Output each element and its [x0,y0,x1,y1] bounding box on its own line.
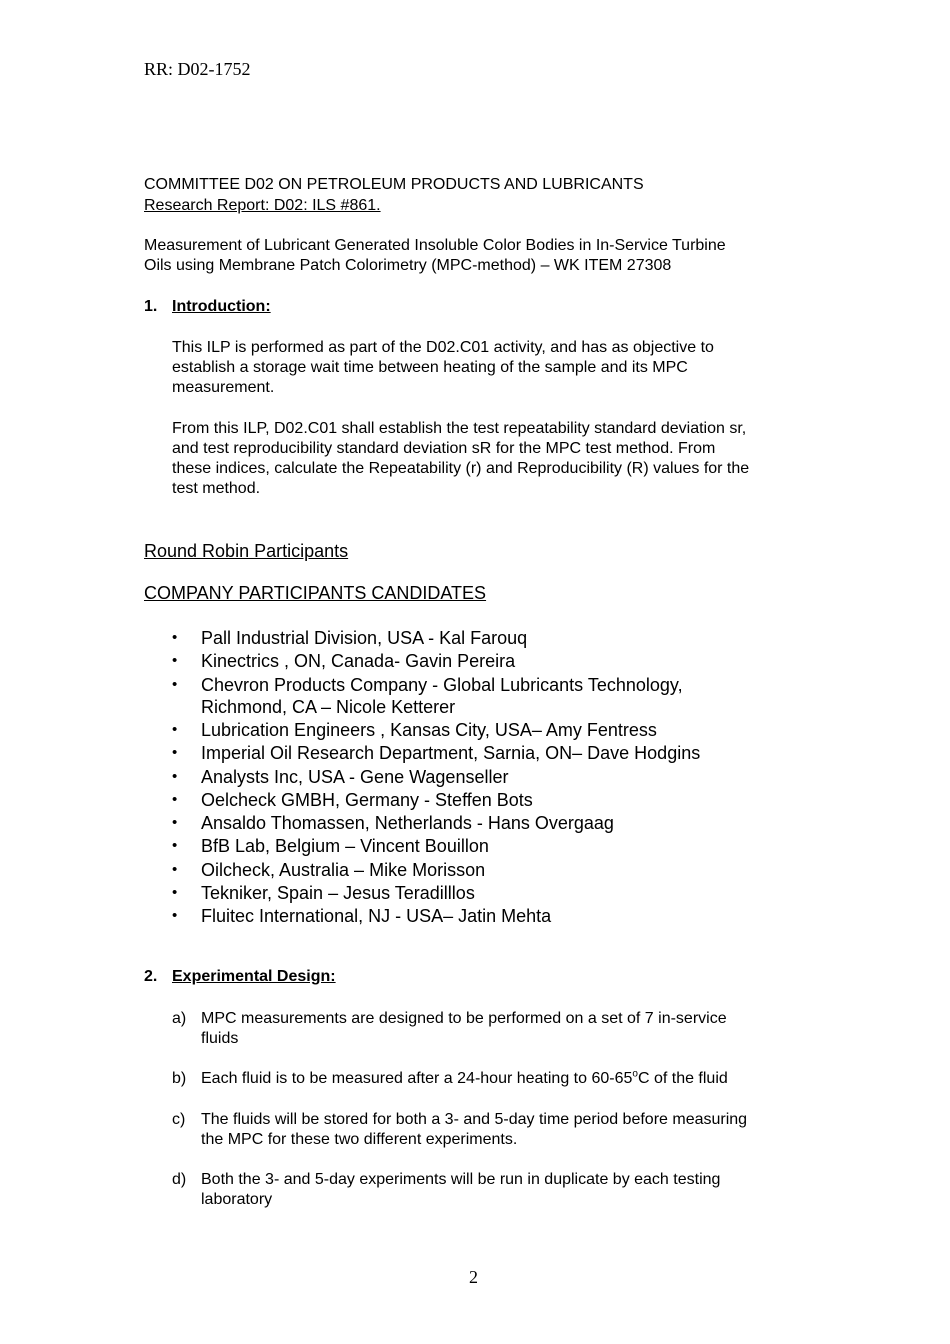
report-reference: RR: D02-1752 [144,59,251,79]
participant-text: BfB Lab, Belgium – Vincent Bouillon [201,836,489,856]
bullet: • [172,884,178,901]
intro-paragraph-line: and test reproducibility standard deviation sR for the MPC test method. From [172,440,716,457]
participant-text: Oelcheck GMBH, Germany - Steffen Bots [201,790,533,810]
bullet: • [172,861,178,878]
participant-text: Fluitec International, NJ - USA– Jatin Mehta [201,906,552,926]
document-title-line: Measurement of Lubricant Generated Insoluble Color Bodies in In-Service Turbine [144,237,726,254]
item-text [201,1069,728,1089]
intro-paragraph-line: these indices, calculate the Repeatability (r) and Reproducibility (R) values for the [172,460,750,477]
participant-text: Pall Industrial Division, USA - Kal Farouq [201,628,528,648]
intro-paragraph-line: test method. [172,480,261,497]
bullet: • [172,791,178,808]
bullet: • [172,652,178,669]
item-label: c) [172,1111,186,1128]
page-number: 2 [469,1267,478,1287]
participant-text: Analysts Inc, USA - Gene Wagenseller [201,767,509,787]
intro-paragraph-line: establish a storage wait time between heating of the sample and its MPC [172,359,688,376]
section-heading-introduction: Introduction: [172,298,271,315]
item-text: The fluids will be stored for both a 3- and 5-day time period before measuring [201,1111,748,1128]
item-text-continued: the MPC for these two different experiments. [201,1131,518,1148]
item-text: MPC measurements are designed to be performed on a set of 7 in-service [201,1010,727,1027]
section-number: 2. [144,968,158,985]
item-label: a) [172,1010,187,1027]
participant-text: Lubrication Engineers , Kansas City, USA– Amy Fentress [201,720,657,740]
item-text: Both the 3- and 5-day experiments will be run in duplicate by each testing [201,1171,721,1188]
participant-text: Ansaldo Thomassen, Netherlands - Hans Overgaag [201,813,614,833]
participant-text: Chevron Products Company - Global Lubricants Technology, [201,675,683,695]
item-text-continued: fluids [201,1030,239,1047]
company-participants-heading: COMPANY PARTICIPANTS CANDIDATES [144,583,487,603]
research-report-title: Research Report: D02: ILS #861. [144,197,381,214]
document-title-line: Oils using Membrane Patch Colorimetry (MPC-method) – WK ITEM 27308 [144,257,672,274]
bullet: • [172,676,178,693]
intro-paragraph-line: measurement. [172,379,275,396]
bullet: • [172,768,178,785]
section-number: 1. [144,298,158,315]
round-robin-heading: Round Robin Participants [144,541,349,561]
section-heading-experimental-design: Experimental Design: [172,968,336,985]
bullet: • [172,837,178,854]
committee-title: COMMITTEE D02 ON PETROLEUM PRODUCTS AND LUBRICANTS [144,176,644,193]
bullet: • [172,814,178,831]
item-text-part: Each fluid is to be measured after a 24-hour heating to 60-65 [201,1070,633,1087]
participant-text: Imperial Oil Research Department, Sarnia, ON– Dave Hodgins [201,743,701,763]
item-label: b) [172,1070,187,1087]
intro-paragraph-line: From this ILP, D02.C01 shall establish the test repeatability standard deviation sr, [172,420,747,437]
participant-text: Tekniker, Spain – Jesus Teradilllos [201,883,475,903]
participant-text: Kinectrics , ON, Canada- Gavin Pereira [201,651,516,671]
bullet: • [172,721,178,738]
degree-superscript: o [632,1068,638,1080]
item-text-part: C of the fluid [637,1070,728,1087]
item-text-continued: laboratory [201,1191,273,1208]
participant-text-continued: Richmond, CA – Nicole Ketterer [201,697,456,717]
item-label: d) [172,1171,187,1188]
bullet: • [172,907,178,924]
bullet: • [172,629,178,646]
participant-text: Oilcheck, Australia – Mike Morisson [201,860,486,880]
intro-paragraph-line: This ILP is performed as part of the D02.C01 activity, and has as objective to [172,339,714,356]
bullet: • [172,744,178,761]
